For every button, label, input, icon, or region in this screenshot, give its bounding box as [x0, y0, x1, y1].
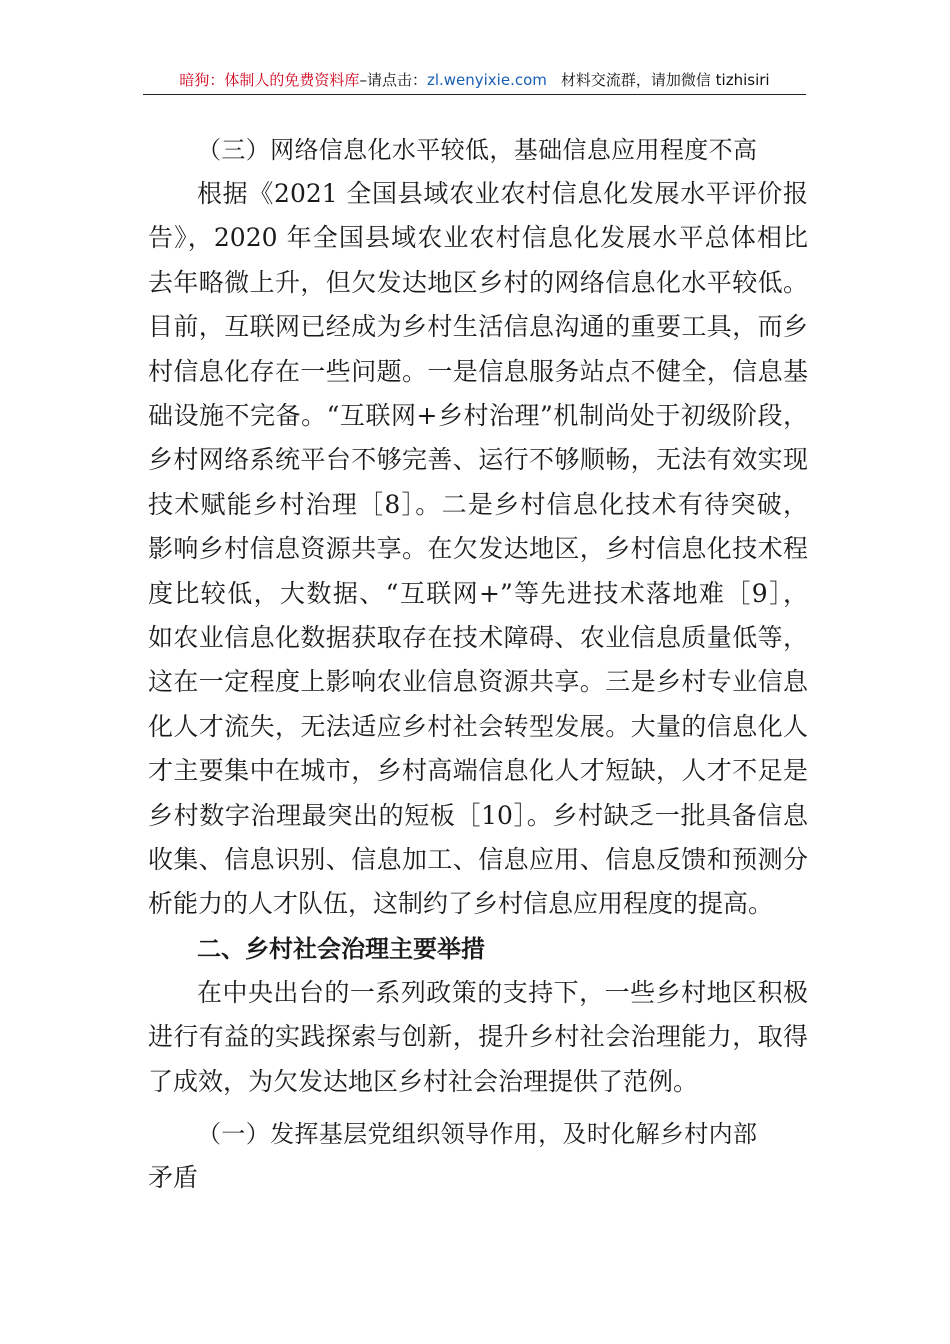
paragraph-line: 析能力的人才队伍，这制约了乡村信息应用程度的提高。: [148, 889, 774, 918]
subsection-heading-1: （一）发挥基层党组织领导作用，及时化解乡村内部: [197, 1120, 757, 1148]
paragraph-line: 乡村数字治理最突出的短板［10］。乡村缺乏一批具备信息: [148, 801, 808, 830]
paragraph-line: 在中央出台的一系列政策的支持下，一些乡村地区积极: [197, 978, 808, 1007]
paragraph-line: 收集、信息识别、信息加工、信息应用、信息反馈和预测分: [148, 845, 808, 874]
header-brand: 暗狗：体制人的免费资料库: [179, 71, 360, 89]
header-group-note: 材料交流群，请加微信 tizhisiri: [560, 71, 770, 89]
section-heading-2: 二、乡村社会治理主要举措: [197, 935, 485, 963]
paragraph-line: 如农业信息化数据获取存在技术障碍、农业信息质量低等，: [148, 623, 808, 652]
paragraph-line: 化人才流失，无法适应乡村社会转型发展。大量的信息化人: [148, 712, 808, 741]
paragraph-line: 础设施不完备。“互联网+乡村治理”机制尚处于初级阶段，: [148, 401, 808, 430]
paragraph-line: 才主要集中在城市，乡村高端信息化人才短缺，人才不足是: [148, 756, 808, 785]
paragraph-line: 乡村网络系统平台不够完善、运行不够顺畅，无法有效实现: [148, 445, 808, 474]
paragraph-line: 了成效，为欠发达地区乡村社会治理提供了范例。: [148, 1067, 699, 1096]
paragraph-line: 这在一定程度上影响农业信息资源共享。三是乡村专业信息: [148, 667, 808, 696]
paragraph-line: 告》，2020 年全国县域农业农村信息化发展水平总体相比: [148, 223, 808, 252]
paragraph-line: 村信息化存在一些问题。一是信息服务站点不健全，信息基: [148, 357, 808, 386]
paragraph-line: 影响乡村信息资源共享。在欠发达地区，乡村信息化技术程: [148, 534, 808, 563]
paragraph-line: 去年略微上升，但欠发达地区乡村的网络信息化水平较低。: [148, 268, 808, 297]
paragraph-line: 进行有益的实践探索与创新，提升乡村社会治理能力，取得: [148, 1022, 808, 1051]
paragraph-line: 根据《2021 全国县域农业农村信息化发展水平评价报: [197, 179, 808, 208]
subsection-heading-1-continuation: 矛盾: [148, 1163, 199, 1192]
page-header: [143, 68, 806, 95]
paragraph-line: 技术赋能乡村治理［8］。二是乡村信息化技术有待突破，: [148, 490, 808, 519]
paragraph-line: 度比较低，大数据、“互联网+”等先进技术落地难［9］，: [148, 579, 808, 608]
section-heading-3: （三）网络信息化水平较低，基础信息应用程度不高: [197, 136, 757, 164]
header-url-link[interactable]: zl.wenyixie.com: [426, 71, 547, 89]
header-click-prefix: –请点击：: [359, 71, 427, 89]
paragraph-line: 目前，互联网已经成为乡村生活信息沟通的重要工具，而乡: [148, 312, 808, 341]
